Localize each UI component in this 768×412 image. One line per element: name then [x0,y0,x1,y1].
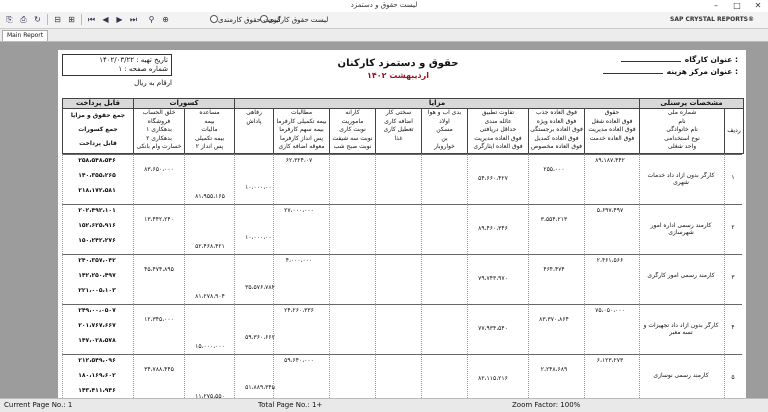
column-header-claims [273,108,330,154]
brand-label: SAP CRYSTAL REPORTS® [670,16,754,23]
maximize-icon[interactable]: □ [733,1,741,10]
column-header-line: سختی کار [385,109,412,116]
page-no-label: شماره صفحه : [124,65,168,73]
column-divider [62,154,63,204]
toolbar-separator [47,14,48,25]
row-value: ۷۵،۰۵۰،۰۰۰ [595,307,625,314]
column-divider [234,354,235,398]
row-value: ۸۹،۱۸۷،۴۴۲ [595,157,625,164]
row-total: ۱۴۲،۲۵۰،۴۹۷ [78,272,116,279]
tab-bar [0,29,768,42]
column-divider [421,304,422,354]
column-divider [467,254,468,304]
row-value: ۸۱،۹۵۵،۱۶۵ [195,193,225,200]
column-divider [421,154,422,204]
tab-main-report[interactable]: Main Report [2,30,48,41]
column-divider [133,154,134,204]
toggle-params-icon[interactable]: ⊞ [68,15,75,24]
column-header-line: اضافه کاری [384,117,413,125]
column-header-special [528,108,585,154]
column-header-line: فوق العاده خدمت [589,134,635,142]
refresh-icon[interactable]: ↻ [34,15,41,24]
column-header-deduction1 [184,108,235,154]
column-divider [184,304,185,354]
row-value: ۱۰،۰۰۰،۰۰۰ [245,234,275,241]
row-value: ۱۵،۰۰۰،۰۰۰ [195,343,225,350]
column-divider [528,354,529,398]
report-page [58,50,746,398]
radio-label: لیست حقوق کارمندی [218,16,281,24]
row-value: ۲۵۵،۰۰۰ [543,166,565,173]
row-total: ۲۴۰،۳۵۷،۰۴۲ [78,257,116,264]
column-divider [234,254,235,304]
row-value: ۵۲،۴۶۸،۴۲۱ [195,243,225,250]
page-no: ۱ [118,65,123,73]
row-number: ۱ [731,174,735,181]
print-date-label: تاریخ تهیه : [136,56,168,64]
radio-employee-payroll[interactable] [208,15,281,24]
row-number: ۴ [731,324,735,331]
column-header-row [724,108,744,154]
column-header-line: مسکن [436,126,453,134]
column-divider [184,154,185,204]
column-divider [724,354,725,398]
workshop-label: عنوان کارگاه : [684,55,738,64]
column-header-line: فوق العاده جذب [536,109,577,116]
row-value: ۵۴،۶۶۰،۴۲۷ [478,175,508,182]
row-value: ۵۹،۶۴۰،۰۰۰ [284,357,314,364]
row-value: ۲۷،۰۰۰،۰۰۰ [284,207,314,214]
export-icon[interactable]: ⎘ [6,15,13,24]
row-total: ۱۴۰،۳۵۵،۲۶۵ [78,172,116,179]
column-divider [528,204,529,254]
column-header-line: رفاهی [246,109,262,116]
column-header-line: مطالبات [290,109,313,116]
column-header-line: بیمه سهم کارفرما [279,126,324,134]
column-divider [467,354,468,398]
column-divider [234,154,235,204]
row-total: ۲۱۸،۱۷۲،۵۸۱ [78,187,116,194]
toolbar-separator [81,14,82,25]
column-divider [62,304,63,354]
column-divider [584,354,585,398]
column-divider [584,204,585,254]
column-header-line: اولاد [439,117,450,125]
column-divider [375,204,376,254]
row-value: ۸۳،۳۷۰،۸۶۴ [539,316,569,323]
column-header-line: حقوق [604,109,620,116]
column-header-housing [421,108,468,154]
toggle-tree-icon[interactable]: ⊟ [54,15,61,24]
column-header-line: فوق العاده ایثارگری [473,143,523,151]
first-page-icon[interactable]: ⏮ [87,15,96,24]
column-divider [184,354,185,398]
employee-unit: کارگر بدون آزاد داد تجهیزات و تسه معبر [643,322,719,336]
zoom-status: Zoom Factor: 100% [512,401,581,409]
row-value: ۲،۴۶۱،۵۶۶ [596,257,624,264]
report-period: اردیبهشت ۱۴۰۲ [367,71,429,80]
column-header-line: غذا [394,134,403,142]
total-page-status: Total Page No.: 1+ [258,401,323,409]
column-divider [724,204,725,254]
column-divider [329,354,330,398]
column-divider [273,204,274,254]
row-value: ۶۲،۳۲۴،۰۷ [285,157,313,164]
close-icon[interactable]: ✕ [754,1,762,10]
column-header-line: فوق العاده کمدیل [534,134,579,142]
row-total: ۲۰۱،۷۶۷،۶۶۷ [78,322,116,329]
column-header-line: مالیات [201,126,218,134]
column-header-line: بدی آب و هوا [427,109,462,116]
column-divider [329,204,330,254]
column-divider [584,304,585,354]
row-value: ۸۹،۴۶۰،۳۴۶ [478,225,508,232]
column-header-line: حداقل دریافتی [479,126,517,134]
row-number: ۳ [731,274,735,281]
column-header-line: خلق الحساب [142,109,176,116]
row-value: ۶،۱۲۳،۲۷۳ [596,357,624,364]
column-divider [467,304,468,354]
column-header-line: خسارت وام بانکی [136,143,182,151]
column-divider [375,254,376,304]
row-total: ۲۰۲،۴۹۲،۱۰۱ [78,207,116,214]
report-header-left [62,54,172,88]
column-divider [724,304,725,354]
row-total: ۱۵۰،۲۴۲،۲۷۶ [78,237,116,244]
column-header-line: ردیف [727,127,741,134]
next-page-icon[interactable]: ▶ [116,15,123,24]
column-divider [639,204,640,254]
column-header-line: بیمه تکمیلی کارفرما [276,117,327,125]
row-total: ۱۸۰،۱۶۹،۶۰۲ [78,372,116,379]
employee-unit: کارگر بدون آزاد داد خدمات شهری [647,172,715,186]
zoom-icon[interactable]: ⊕ [162,15,169,24]
column-header-line: تعطیل کاری [383,126,414,134]
row-value: ۷۷،۹۳۴،۵۴۰ [478,325,508,332]
employee-unit: کارمند رسمی اداره امور شهرسازی [650,222,712,236]
column-divider [234,304,235,354]
column-divider [375,154,376,204]
column-header-line: جمع حقوق و مزایا [70,112,126,119]
row-value: ۱۳،۴۴۲،۲۴۰ [144,216,174,223]
column-header-line: جمع کسورات [78,126,118,133]
employee-unit: کارمند رسمی نوسازی [653,372,709,379]
column-header-education [467,108,529,154]
column-divider [133,204,134,254]
row-value: ۵،۶۹۷،۴۹۷ [596,207,624,214]
row-value: ۳،۵۵۴،۲۱۳ [540,216,568,223]
row-value: ۸۱،۲۷۸،۹۰۴ [195,293,225,300]
print-icon[interactable]: ⎙ [20,15,27,24]
column-divider [584,254,585,304]
row-number: ۵ [731,374,735,381]
status-bar [0,398,768,412]
row-value: ۴۵،۴۷۴،۸۹۵ [144,266,174,273]
column-header-line: بیمه تکمیلی [194,134,225,142]
column-divider [133,254,134,304]
column-header-line: نوع استخدامی [664,134,700,142]
column-divider [184,254,185,304]
column-divider [329,254,330,304]
table-row[interactable] [62,254,742,305]
row-total: ۱۵۲،۶۲۵،۹۱۶ [78,222,116,229]
column-divider [528,304,529,354]
row-value: ۳۴،۷۸۸،۴۴۵ [144,366,174,373]
cost-center-value [603,73,663,74]
column-header-line: فوق العاده شغل [591,117,633,125]
column-header-line: پاداش [246,117,262,125]
column-divider [329,304,330,354]
column-divider [421,204,422,254]
column-divider [724,154,725,204]
print-info-box [62,54,172,76]
employee-unit: کارمند رسمی امور کارگری [647,272,715,279]
section-deductions: کسورات [133,98,235,109]
column-divider [528,254,529,304]
column-header-line: نام [678,117,686,125]
current-page-status: Current Page No.: 1 [4,401,73,409]
column-header-overtime [329,108,376,154]
column-divider [639,304,640,354]
column-divider [639,254,640,304]
column-divider [273,154,274,204]
column-divider [467,204,468,254]
row-number: ۲ [731,224,735,231]
workshop-value [621,61,681,62]
row-value: ۲،۲۴۸،۶۸۹ [540,366,568,373]
row-total: ۱۴۷،۰۲۸،۵۷۸ [78,337,116,344]
currency-note: ارقام به ریال [134,79,172,87]
report-viewer[interactable] [0,42,768,398]
column-header-line: نام خانوادگی [666,126,698,134]
report-toolbar [0,12,768,29]
column-header-totals [62,108,134,154]
row-value: ۱۰،۰۰۰،۰۰۰ [245,184,275,191]
column-header-line: فوق العاده مخصوص [530,143,583,151]
row-total: ۲۲۱،۰۰۵،۱۰۳ [78,287,116,294]
cost-center-label: عنوان مرکز هزینه : [666,67,738,76]
column-divider [329,154,330,204]
column-divider [133,354,134,398]
column-header-line: معوقه اضافه کاری [278,143,325,151]
column-divider [421,354,422,398]
column-header-line: پس انداز کارفرما [280,134,323,142]
column-header-line: فوق العاده ویژه [536,117,577,125]
column-header-personnel [639,108,725,154]
row-value: ۷۹،۷۴۳،۹۷۰ [478,275,508,282]
column-header-line: بیمه [204,117,215,125]
column-header-line: فوق العاده مدیریت [588,126,636,134]
row-value: ۴۶۴،۴۷۴ [543,266,565,273]
column-divider [62,254,63,304]
window-title: لیست حقوق و دستمزد [350,1,418,9]
column-header-salary [584,108,640,154]
column-divider [528,154,529,204]
find-icon[interactable]: ⚲ [148,15,155,24]
column-header-line: کارانه [345,109,360,116]
column-divider [639,154,640,204]
column-header-line: فروشگاه [147,117,171,125]
column-divider [421,254,422,304]
row-value: ۸۳،۶۵۰،۰۰۰ [144,166,174,173]
row-value: ۵۱،۸۸۹،۳۴۵ [245,384,275,391]
section-benefits: مزایا [234,98,640,109]
row-value: ۱۱،۲۷۵،۵۵۰ [195,393,225,398]
column-header-line: بدهکاری ۲ [146,134,172,142]
column-divider [375,304,376,354]
column-header-line: نوبت سه شیفت [332,134,373,142]
column-header-line: فوق العاده مدیریت [474,134,522,142]
column-header-line: واحد شغلی [667,143,697,151]
column-header-line: نوبت صبح شب [333,143,372,151]
column-header-line: خواروبار [434,143,455,151]
column-header-line: قابل پرداخت [79,140,117,147]
column-header-hardship [375,108,422,154]
column-divider [273,354,274,398]
report-title: حقوق و دستمزد کارکنان [337,58,459,69]
row-total: ۱۴۳،۴۱۱،۹۴۶ [78,387,116,394]
row-value: ۲۴،۲۶۰،۳۳۶ [284,307,314,314]
column-divider [273,254,274,304]
column-divider [133,304,134,354]
column-header-line: بن [441,134,448,142]
report-header-center [308,58,488,80]
column-header-line: تفاوت تطبیق [481,109,515,116]
column-divider [584,154,585,204]
section-payable: قابل پرداخت [62,98,134,109]
column-divider [62,354,63,398]
minimize-icon[interactable]: – [714,1,718,10]
last-page-icon[interactable]: ⏭ [129,15,138,24]
print-date: ۱۴۰۲/۰۳/۲۲ [99,56,134,64]
row-value: ۴،۰۰۰،۰۰۰ [285,257,313,264]
column-divider [375,354,376,398]
column-header-line: بدهکاری ۱ [146,126,172,134]
prev-page-icon[interactable]: ◀ [102,15,109,24]
column-divider [467,154,468,204]
report-header-right [588,54,738,78]
row-value: ۸۲،۱۱۵،۲۱۶ [478,375,508,382]
row-value: ۳۵،۵۷۶،۷۸۴ [245,284,275,291]
column-divider [184,204,185,254]
column-header-line: ماموریت [341,117,364,125]
column-header-line: نوبت کاری [339,126,366,134]
section-personnel: مشخصات پرسنلی [639,98,744,109]
column-header-line: عائله مندی [484,117,512,125]
column-header-welfare [234,108,274,154]
row-value: ۱۲،۳۴۵،۰۰۰ [144,316,174,323]
column-divider [234,204,235,254]
radio-icon [210,15,218,23]
column-header-line: پس انداز ۲ [195,143,224,151]
column-header-line: مساعده [199,109,220,116]
radio-label: لیست حقوق کارگری [268,16,329,24]
column-divider [62,204,63,254]
row-total: ۲۱۲،۵۴۹،۰۹۶ [78,357,116,364]
column-divider [724,254,725,304]
column-header-line: شماره ملی [667,109,697,116]
column-header-line: فوق العاده برجستگی [530,126,583,134]
column-divider [639,354,640,398]
row-total: ۲۵۸،۵۴۸،۵۴۶ [78,157,116,164]
column-divider [273,304,274,354]
row-total: ۲۴۹،۰۰،۰۵۰۷ [78,307,116,314]
column-header-deduction2 [133,108,185,154]
row-value: ۵۹،۳۶۰،۶۶۷ [245,334,275,341]
